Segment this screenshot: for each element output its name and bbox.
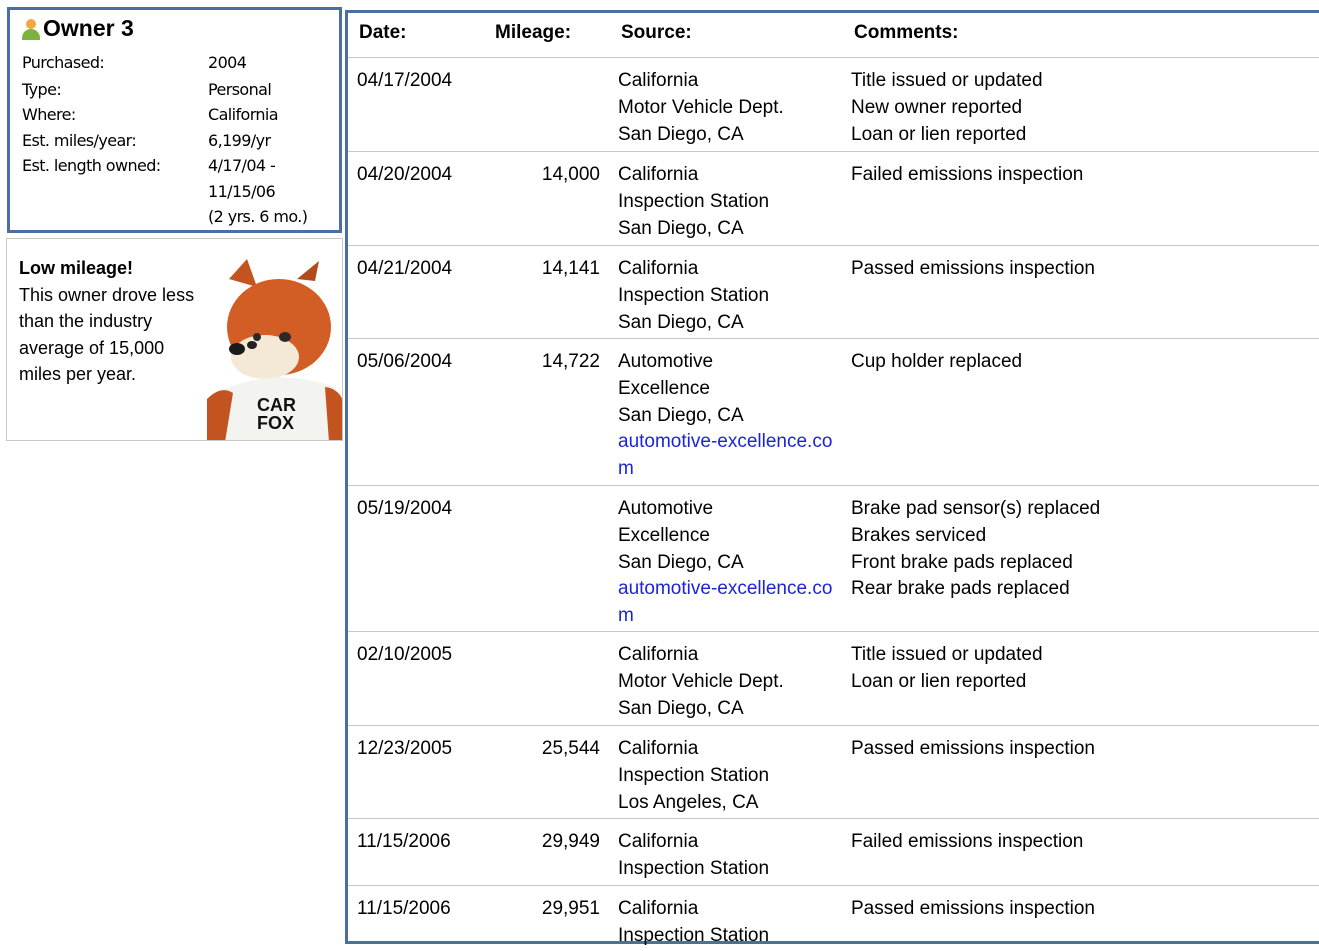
callout-headline: Low mileage! [19, 258, 134, 278]
record-source [618, 829, 833, 883]
source-line: California [618, 738, 699, 759]
record-source [618, 256, 833, 336]
source-line: Inspection Station [618, 284, 770, 306]
history-rows [348, 57, 1319, 950]
record-date: 05/06/2004 [357, 351, 453, 372]
miles-per-year-label: Est. miles/year: [22, 131, 137, 150]
source-line: San Diego, CA [618, 404, 744, 426]
record-source [618, 496, 833, 630]
source-line: California [618, 644, 699, 665]
record-date: 11/15/2006 [357, 898, 451, 919]
source-line: San Diego, CA [618, 311, 744, 333]
low-mileage-callout [6, 238, 343, 441]
record-mileage: 29,951 [541, 898, 600, 919]
record-comments [851, 736, 1095, 763]
record-source [618, 896, 833, 950]
table-row [348, 485, 1319, 631]
website-link[interactable]: automotive-excellence.com [618, 431, 833, 480]
comment-line: Brake pad sensor(s) replaced [851, 498, 1101, 519]
source-line: Motor Vehicle Dept. [618, 96, 784, 118]
mascot-shirt-text-fox: FOX [257, 413, 295, 433]
table-row [348, 338, 1319, 485]
type-label: Type: [22, 80, 62, 99]
source-line: Inspection Station [618, 764, 770, 786]
comment-line: Title issued or updated [851, 644, 1043, 665]
table-row [348, 245, 1319, 338]
owner-title [21, 15, 134, 42]
comment-line: Brakes serviced [851, 524, 987, 546]
callout-body: This owner drove less than the industry average of 15,000 miles per year. [19, 284, 195, 384]
comment-line: Passed emissions inspection [851, 738, 1095, 759]
table-row [348, 818, 1319, 885]
owner-title-text: Owner 3 [43, 15, 134, 41]
source-line: Excellence [618, 524, 710, 546]
source-line: Excellence [618, 377, 710, 399]
record-source [618, 349, 833, 483]
source-header: Source: [621, 22, 692, 43]
source-line: San Diego, CA [618, 551, 744, 573]
length-owned-end: 11/15/06 [208, 182, 276, 201]
record-mileage: 14,722 [541, 351, 600, 372]
record-date: 05/19/2004 [357, 498, 453, 519]
source-line: California [618, 831, 699, 852]
comment-line: Loan or lien reported [851, 670, 1027, 692]
comment-line: Passed emissions inspection [851, 258, 1095, 279]
comment-line: Title issued or updated [851, 70, 1043, 91]
record-mileage: 29,949 [541, 831, 600, 852]
record-comments [851, 68, 1043, 148]
record-source [618, 68, 833, 148]
source-line: Los Angeles, CA [618, 791, 759, 813]
miles-per-year-value: 6,199/yr [208, 131, 271, 150]
comment-line: Failed emissions inspection [851, 164, 1084, 185]
table-row [348, 151, 1319, 245]
record-date: 04/17/2004 [357, 70, 453, 91]
owner-summary-panel [7, 7, 342, 233]
record-mileage: 14,000 [541, 164, 600, 185]
date-header: Date: [359, 22, 407, 43]
table-row [348, 885, 1319, 950]
purchased-label: Purchased: [22, 53, 105, 72]
record-comments [851, 162, 1083, 189]
type-value: Personal [208, 80, 272, 99]
source-line: California [618, 898, 699, 919]
vehicle-history-table [345, 10, 1319, 944]
mascot-shirt-text-car: CAR [257, 395, 296, 415]
record-mileage: 25,544 [541, 738, 600, 759]
mileage-header: Mileage: [495, 22, 572, 43]
source-line: Inspection Station [618, 857, 770, 879]
record-date: 04/21/2004 [357, 258, 453, 279]
record-source [618, 642, 833, 722]
comment-line: Rear brake pads replaced [851, 578, 1070, 600]
source-line: California [618, 70, 699, 91]
source-line: Automotive [618, 351, 714, 372]
record-comments [851, 829, 1083, 856]
website-link[interactable]: automotive-excellence.com [618, 578, 833, 627]
comment-line: Cup holder replaced [851, 351, 1023, 372]
source-line: Automotive [618, 498, 714, 519]
comment-line: New owner reported [851, 96, 1023, 118]
length-owned-start: 4/17/04 - [208, 156, 276, 175]
comment-line: Front brake pads replaced [851, 551, 1073, 573]
source-line: Motor Vehicle Dept. [618, 670, 784, 692]
table-row [348, 725, 1319, 818]
purchased-value: 2004 [208, 53, 247, 72]
record-comments [851, 496, 1100, 603]
source-line: San Diego, CA [618, 217, 744, 239]
comment-line: Loan or lien reported [851, 123, 1027, 145]
callout-text [19, 255, 199, 388]
record-mileage: 14,141 [541, 258, 600, 279]
source-line: California [618, 164, 699, 185]
record-comments [851, 642, 1043, 696]
source-line: San Diego, CA [618, 123, 744, 145]
where-label: Where: [22, 105, 76, 124]
record-date: 12/23/2005 [357, 738, 453, 759]
carfox-mascot-image [207, 259, 343, 441]
record-source [618, 162, 833, 242]
length-owned-duration: (2 yrs. 6 mo.) [208, 207, 308, 226]
comment-line: Failed emissions inspection [851, 831, 1084, 852]
source-line: California [618, 258, 699, 279]
source-line: San Diego, CA [618, 697, 744, 719]
record-comments [851, 349, 1022, 376]
source-line: Inspection Station [618, 924, 770, 946]
length-owned-label: Est. length owned: [22, 156, 161, 175]
record-source [618, 736, 833, 816]
where-value: California [208, 105, 278, 124]
record-comments [851, 256, 1095, 283]
record-date: 02/10/2005 [357, 644, 453, 665]
record-comments [851, 896, 1095, 923]
table-row [348, 57, 1319, 151]
comment-line: Passed emissions inspection [851, 898, 1095, 919]
record-date: 04/20/2004 [357, 164, 453, 185]
source-line: Inspection Station [618, 190, 770, 212]
record-date: 11/15/2006 [357, 831, 451, 852]
person-icon [21, 17, 41, 41]
table-row [348, 631, 1319, 725]
comments-header: Comments: [854, 22, 959, 43]
